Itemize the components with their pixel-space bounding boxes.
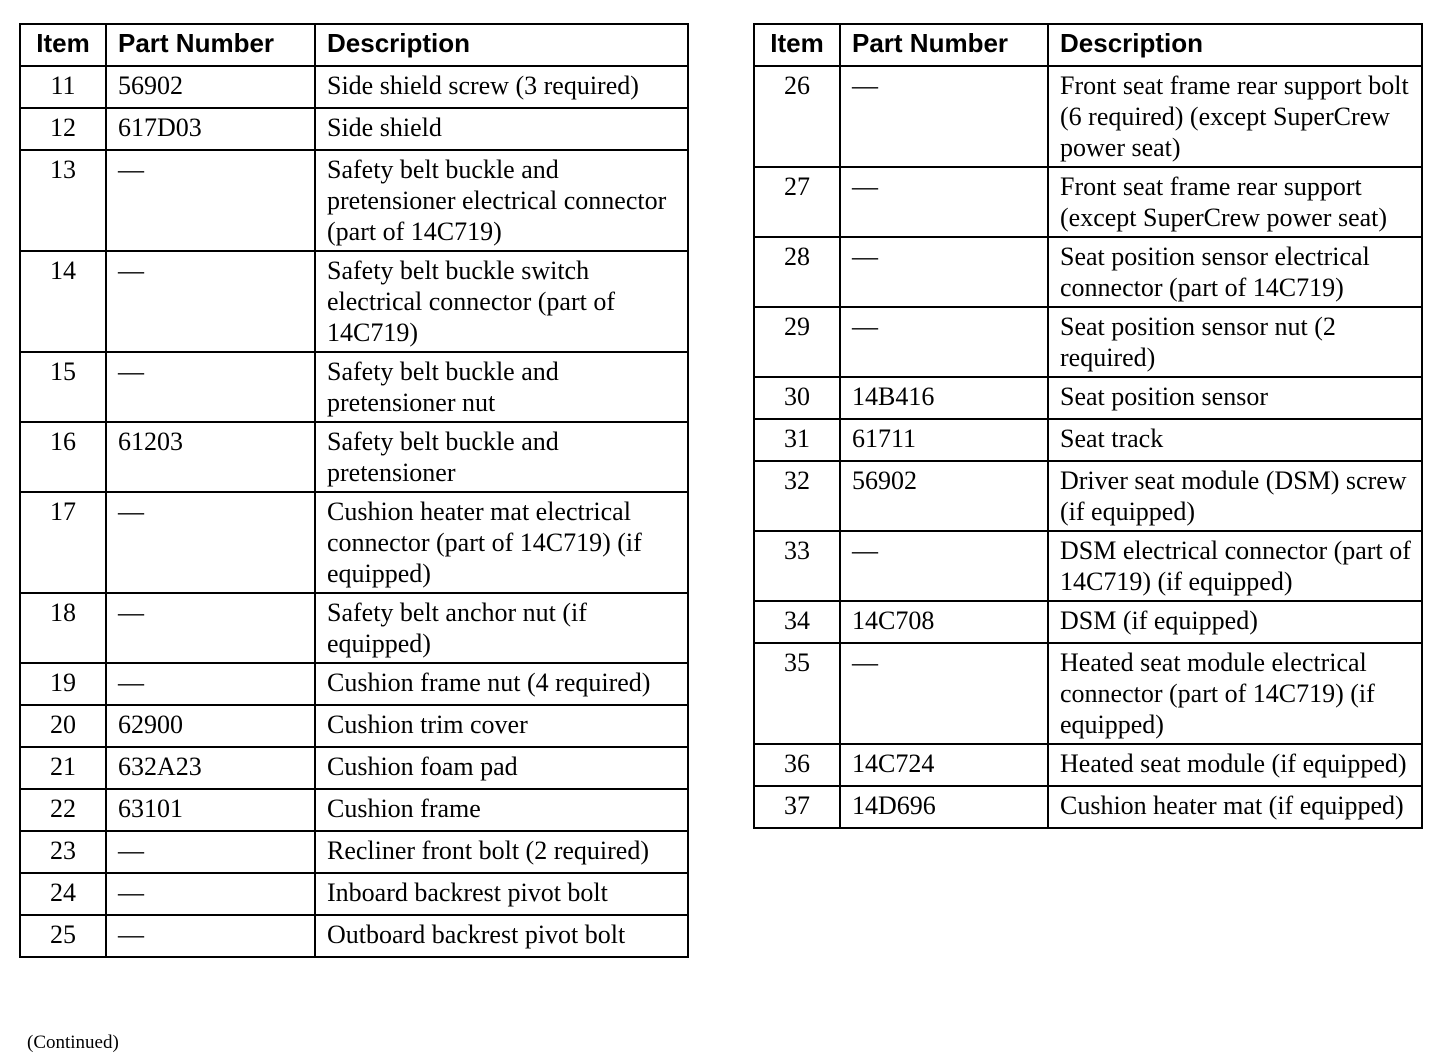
description-cell: Cushion trim cover [315,705,688,747]
description-cell: Safety belt buckle and pretensioner nut [315,352,688,422]
part-number-cell: 632A23 [106,747,315,789]
item-cell: 22 [20,789,106,831]
item-cell: 34 [754,601,840,643]
description-cell: Front seat frame rear support (except SuperCrew power seat) [1048,167,1422,237]
item-cell: 33 [754,531,840,601]
item-cell: 25 [20,915,106,957]
item-cell: 23 [20,831,106,873]
item-cell: 14 [20,251,106,352]
table-row [20,108,688,150]
table-row [20,593,688,663]
table-row [20,831,688,873]
part-number-cell: 56902 [106,66,315,108]
description-cell: DSM (if equipped) [1048,601,1422,643]
part-number-cell: 61203 [106,422,315,492]
part-number-cell: — [840,307,1048,377]
item-cell: 11 [20,66,106,108]
description-cell: Safety belt buckle and pretensioner [315,422,688,492]
part-number-cell: — [106,831,315,873]
parts-table-left-body [20,66,688,957]
description-cell: Cushion frame [315,789,688,831]
table-row [754,307,1422,377]
description-cell: Seat track [1048,419,1422,461]
part-number-cell: — [106,352,315,422]
parts-table-right-body [754,66,1422,828]
description-cell: DSM electrical connector (part of 14C719) (if equipped) [1048,531,1422,601]
description-cell: Heated seat module electrical connector (part of 14C719) (if equipped) [1048,643,1422,744]
item-cell: 28 [754,237,840,307]
header-part-number: Part Number [840,24,1048,66]
table-row [20,422,688,492]
description-cell: Seat position sensor nut (2 required) [1048,307,1422,377]
description-cell: Heated seat module (if equipped) [1048,744,1422,786]
description-cell: Seat position sensor [1048,377,1422,419]
description-cell: Inboard backrest pivot bolt [315,873,688,915]
part-number-cell: 61711 [840,419,1048,461]
parts-table-right [753,23,1423,829]
description-cell: Safety belt buckle switch electrical connector (part of 14C719) [315,251,688,352]
item-cell: 19 [20,663,106,705]
table-row [754,531,1422,601]
part-number-cell: — [106,251,315,352]
table-row [20,705,688,747]
table-row [20,251,688,352]
description-cell: Side shield screw (3 required) [315,66,688,108]
table-row [20,66,688,108]
item-cell: 32 [754,461,840,531]
part-number-cell: — [840,66,1048,167]
part-number-cell: 14C724 [840,744,1048,786]
part-number-cell: 14D696 [840,786,1048,828]
part-number-cell: — [840,643,1048,744]
description-cell: Cushion heater mat electrical connector (part of 14C719) (if equipped) [315,492,688,593]
table-header-row [20,24,688,66]
item-cell: 16 [20,422,106,492]
item-cell: 18 [20,593,106,663]
description-cell: Safety belt anchor nut (if equipped) [315,593,688,663]
item-cell: 26 [754,66,840,167]
table-row [754,643,1422,744]
item-cell: 13 [20,150,106,251]
table-row [20,663,688,705]
item-cell: 36 [754,744,840,786]
table-row [20,150,688,251]
description-cell: Driver seat module (DSM) screw (if equipped) [1048,461,1422,531]
part-number-cell: — [106,663,315,705]
part-number-cell: — [840,237,1048,307]
table-row [20,873,688,915]
description-cell: Side shield [315,108,688,150]
part-number-cell: 617D03 [106,108,315,150]
description-cell: Cushion foam pad [315,747,688,789]
table-row [754,461,1422,531]
description-cell: Cushion frame nut (4 required) [315,663,688,705]
header-item: Item [20,24,106,66]
table-row [20,789,688,831]
table-row [754,786,1422,828]
table-row [754,377,1422,419]
part-number-cell: — [840,167,1048,237]
table-row [20,492,688,593]
item-cell: 24 [20,873,106,915]
header-description: Description [1048,24,1422,66]
item-cell: 17 [20,492,106,593]
table-row [754,66,1422,167]
item-cell: 20 [20,705,106,747]
description-cell: Safety belt buckle and pretensioner electrical connector (part of 14C719) [315,150,688,251]
description-cell: Front seat frame rear support bolt (6 required) (except SuperCrew power seat) [1048,66,1422,167]
table-row [754,237,1422,307]
item-cell: 21 [20,747,106,789]
item-cell: 15 [20,352,106,422]
part-number-cell: 63101 [106,789,315,831]
part-number-cell: — [106,492,315,593]
part-number-cell: — [106,873,315,915]
description-cell: Recliner front bolt (2 required) [315,831,688,873]
item-cell: 27 [754,167,840,237]
part-number-cell: 14C708 [840,601,1048,643]
table-header-row [754,24,1422,66]
item-cell: 29 [754,307,840,377]
item-cell: 35 [754,643,840,744]
item-cell: 31 [754,419,840,461]
item-cell: 30 [754,377,840,419]
table-row [20,915,688,957]
description-cell: Seat position sensor electrical connector (part of 14C719) [1048,237,1422,307]
description-cell: Outboard backrest pivot bolt [315,915,688,957]
part-number-cell: — [106,593,315,663]
table-row [754,744,1422,786]
part-number-cell: 62900 [106,705,315,747]
table-row [754,419,1422,461]
item-cell: 37 [754,786,840,828]
table-row [20,747,688,789]
description-cell: Cushion heater mat (if equipped) [1048,786,1422,828]
part-number-cell: — [106,150,315,251]
header-part-number: Part Number [106,24,315,66]
table-row [754,167,1422,237]
item-cell: 12 [20,108,106,150]
table-row [20,352,688,422]
part-number-cell: — [106,915,315,957]
header-item: Item [754,24,840,66]
continued-note: (Continued) [27,1032,119,1053]
part-number-cell: 56902 [840,461,1048,531]
part-number-cell: 14B416 [840,377,1048,419]
header-description: Description [315,24,688,66]
table-row [754,601,1422,643]
parts-table-left [19,23,689,958]
part-number-cell: — [840,531,1048,601]
